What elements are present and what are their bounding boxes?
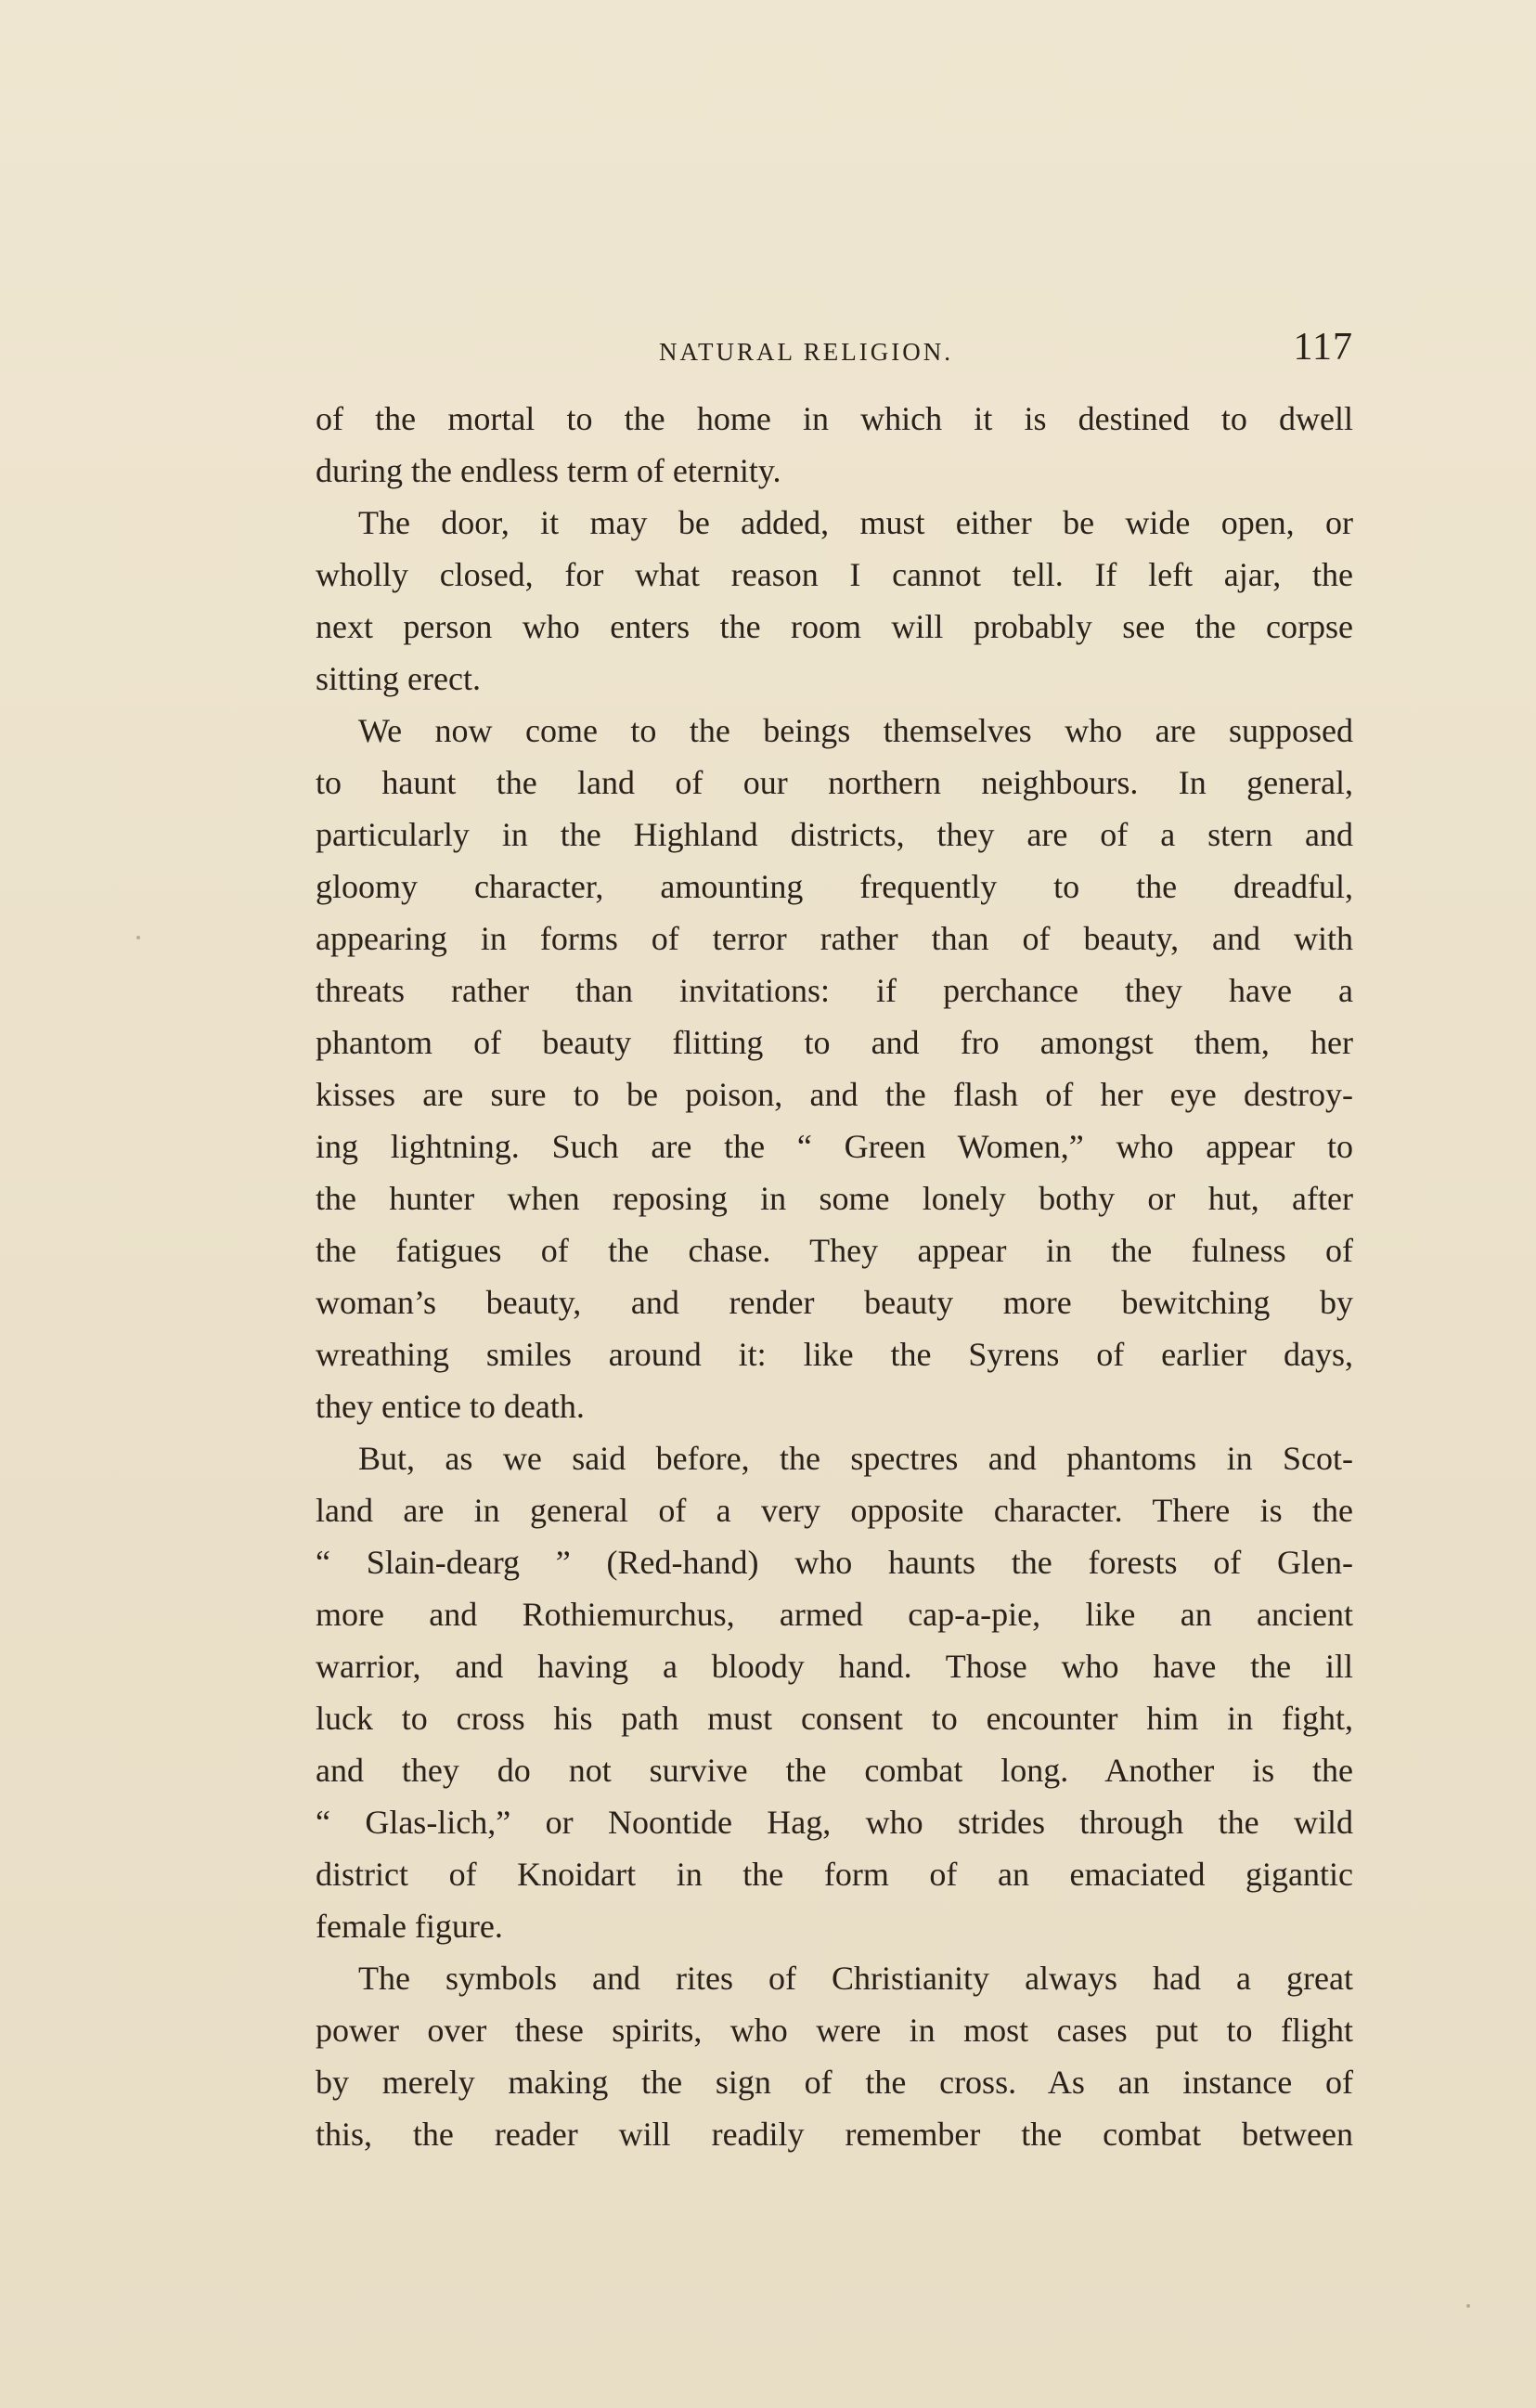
text-line: this, the reader will readily remember the combat between	[316, 2116, 1353, 2153]
text-line: of the mortal to the home in which it is destined to dwell	[316, 400, 1353, 437]
text-line: wreathing smiles around it: like the Syrens of earlier days,	[316, 1336, 1353, 1373]
text-line: But, as we said before, the spectres and phantoms in Scot-	[358, 1440, 1353, 1477]
text-line: wholly closed, for what reason I cannot tell. If left ajar, the	[316, 556, 1353, 593]
text-line: warrior, and having a bloody hand. Those who have the ill	[316, 1648, 1353, 1685]
text-line: “ Slain-dearg ” (Red-hand) who haunts the forests of Glen-	[316, 1544, 1353, 1581]
page-header	[316, 325, 1353, 371]
text-line: woman’s beauty, and render beauty more bewitching by	[316, 1284, 1353, 1321]
paper-speck	[1466, 2304, 1470, 2308]
text-line: sitting erect.	[316, 660, 481, 697]
running-title: NATURAL RELIGION.	[659, 338, 953, 366]
text-line: The door, it may be added, must either be wide open, or	[358, 504, 1353, 541]
text-line: female figure.	[316, 1908, 503, 1945]
text-line: kisses are sure to be poison, and the flash of her eye destroy-	[316, 1076, 1353, 1113]
text-line: threats rather than invitations: if perchance they have a	[316, 972, 1353, 1009]
text-line: gloomy character, amounting frequently to the dreadful,	[316, 868, 1353, 905]
text-line: next person who enters the room will probably see the corpse	[316, 608, 1353, 645]
text-line: the hunter when reposing in some lonely bothy or hut, after	[316, 1180, 1353, 1217]
text-line: to haunt the land of our northern neighbours. In general,	[316, 764, 1353, 801]
text-line: particularly in the Highland districts, they are of a stern and	[316, 816, 1353, 853]
text-line: phantom of beauty flitting to and fro amongst them, her	[316, 1024, 1353, 1061]
text-line: by merely making the sign of the cross. As an instance of	[316, 2064, 1353, 2101]
text-line: appearing in forms of terror rather than of beauty, and with	[316, 920, 1353, 957]
text-line: they entice to death.	[316, 1388, 585, 1425]
text-line: luck to cross his path must consent to encounter him in fight,	[316, 1700, 1353, 1737]
text-line: during the endless term of eternity.	[316, 452, 781, 489]
text-line: and they do not survive the combat long. Another is the	[316, 1752, 1353, 1789]
text-line: “ Glas-lich,” or Noontide Hag, who strides through the wild	[316, 1804, 1353, 1841]
body-text	[316, 393, 1353, 2160]
text-line: land are in general of a very opposite character. There is the	[316, 1492, 1353, 1529]
text-line: We now come to the beings themselves who are supposed	[358, 712, 1353, 749]
text-line: power over these spirits, who were in most cases put to flight	[316, 2012, 1353, 2049]
text-line: ing lightning. Such are the “ Green Women,” who appear to	[316, 1128, 1353, 1165]
text-line: more and Rothiemurchus, armed cap-a-pie, like an ancient	[316, 1596, 1353, 1633]
paper-speck	[136, 936, 140, 939]
text-line: The symbols and rites of Christianity always had a great	[358, 1960, 1353, 1997]
text-line: district of Knoidart in the form of an emaciated gigantic	[316, 1856, 1353, 1893]
text-line: the fatigues of the chase. They appear in the fulness of	[316, 1232, 1353, 1269]
page-number: 117	[1293, 326, 1353, 369]
